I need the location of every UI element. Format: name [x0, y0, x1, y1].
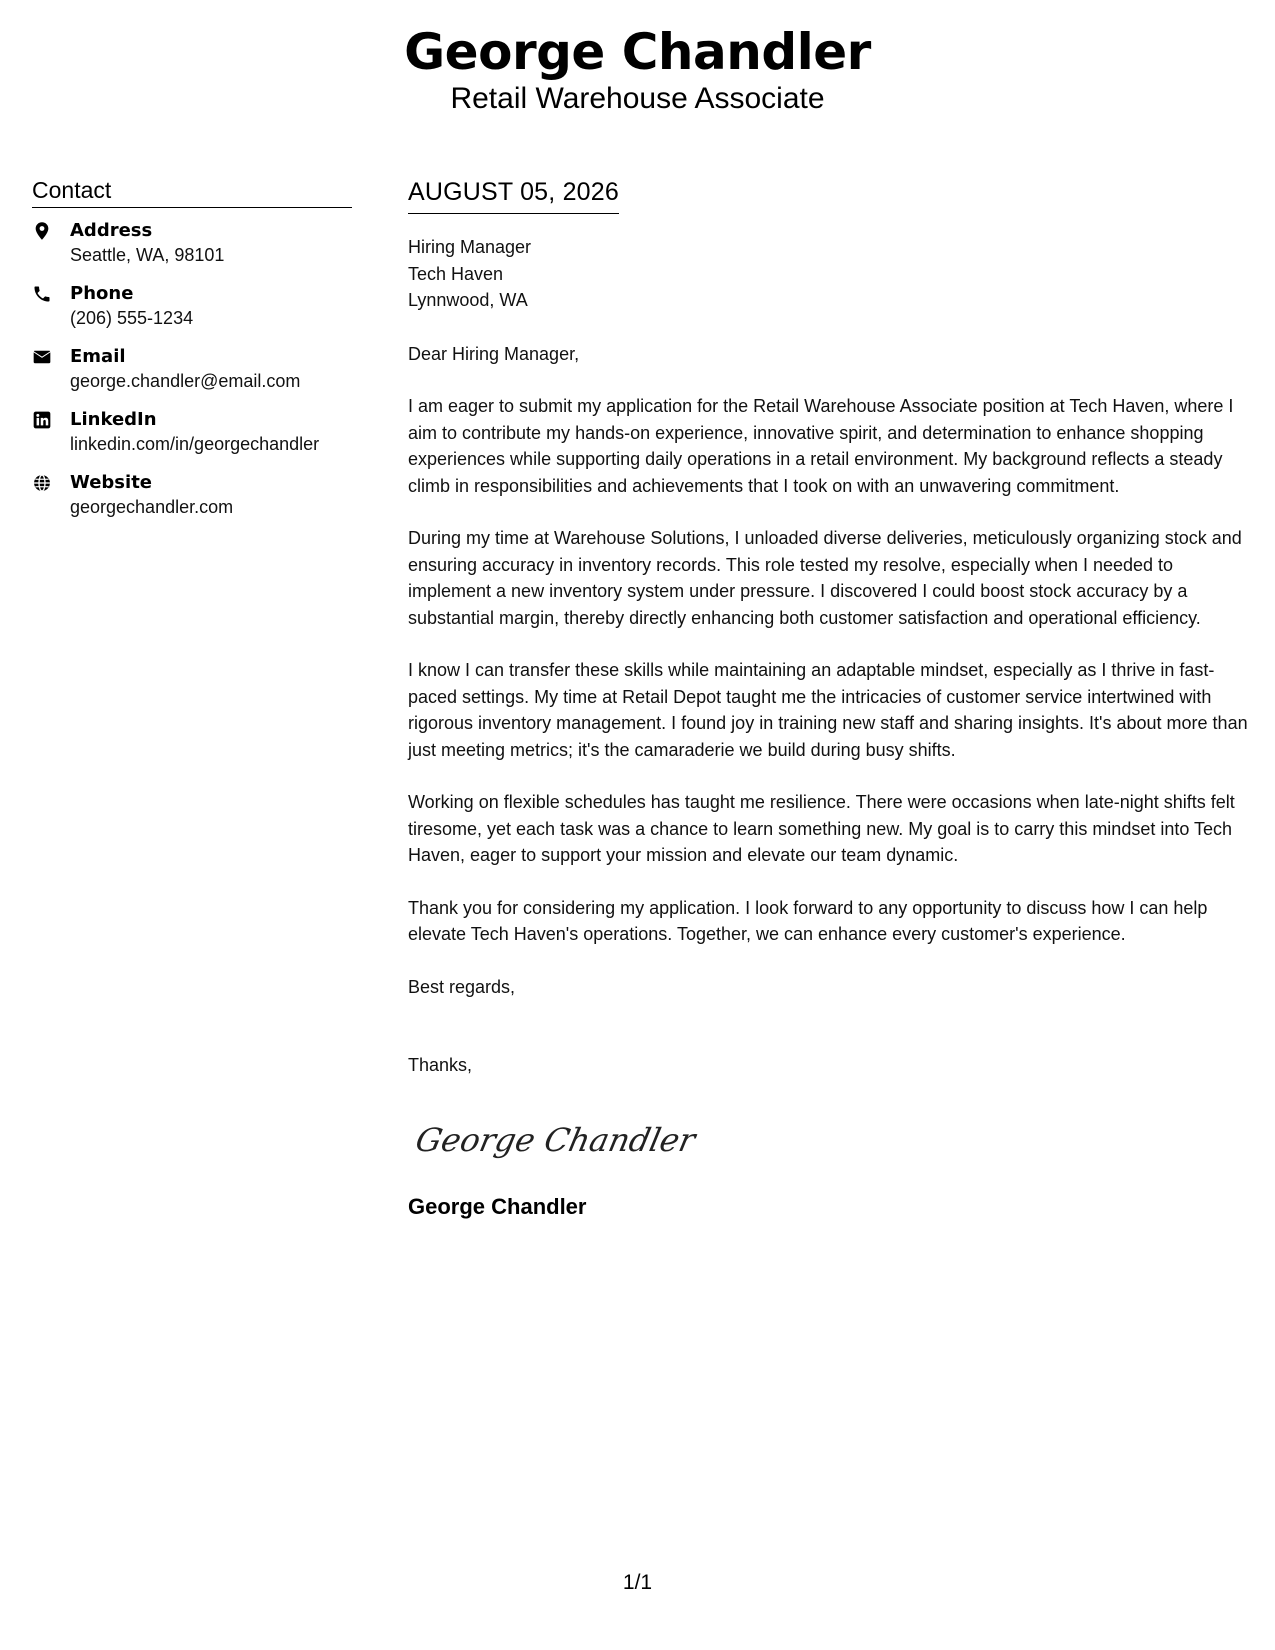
recipient-line: Hiring Manager: [408, 237, 532, 257]
body-paragraph: I know I can transfer these skills while maintaining an adaptable mindset, especially as I thrive in fast-paced settings. My time at Retail Depot taught me the intricacies of customer service intertwined with rigorous inventory management. I found joy in training new staff and sharing insights. It's about more than just meeting metrics; it's the camaraderie we build during busy shifts.: [408, 660, 1248, 760]
recipient-line: Lynnwood, WA: [408, 290, 528, 310]
applicant-name: George Chandler: [404, 23, 871, 81]
contact-sidebar: [32, 176, 352, 533]
applicant-job-title: Retail Warehouse Associate: [450, 82, 825, 115]
contact-value-address: Seattle, WA, 98101: [70, 245, 225, 265]
recipient-line: Tech Haven: [408, 263, 504, 284]
envelope-icon: [32, 344, 70, 367]
body-paragraph: During my time at Warehouse Solutions, I unloaded diverse deliveries, meticulously organizing stock and ensuring accuracy in inventory records. This role tested my resolve, especially when I needed to implement a new inventory system under pressure. I discovered I could boost stock accuracy by a substantial margin, thereby directly enhancing both customer satisfaction and operational efficiency.: [408, 528, 1242, 628]
contact-label-website: Website: [70, 472, 153, 493]
contact-heading: Contact: [32, 176, 352, 208]
contact-item-phone: [32, 281, 352, 344]
signer-name: George Chandler: [408, 1193, 587, 1219]
map-pin-icon: [32, 218, 70, 241]
contact-label-address: Address: [70, 220, 153, 241]
letter-header: [0, 22, 1275, 116]
contact-item-address: [32, 218, 352, 281]
thanks-line: Thanks,: [408, 1055, 473, 1075]
body-paragraph: Working on flexible schedules has taught me resilience. There were occasions when late-night shifts felt tiresome, yet each task was a chance to learn something new. My goal is to carry this mindset into Tech Haven, eager to support your mission and elevate our team dynamic.: [408, 792, 1235, 865]
body-paragraph: Thank you for considering my application. I look forward to any opportunity to discuss how I can help elevate Tech Haven's operations. Together, we can enhance every customer's experience.: [408, 897, 1208, 944]
recipient-block: [408, 234, 1253, 314]
phone-icon: [32, 281, 70, 304]
globe-icon: [32, 470, 70, 493]
contact-value-phone: (206) 555-1234: [70, 308, 194, 328]
contact-value-linkedin: linkedin.com/in/georgechandler: [70, 434, 320, 454]
salutation: Dear Hiring Manager,: [408, 343, 580, 364]
linkedin-icon: [32, 407, 70, 430]
body-paragraph: I am eager to submit my application for the Retail Warehouse Associate position at Tech Haven, where I aim to contribute my hands-on experience, innovative spirit, and determination to enhance shopping experiences while supporting daily operations in a retail environment. My background reflects a steady climb in responsibilities and achievements that I took on with an unwavering commitment.: [408, 396, 1234, 496]
contact-label-email: Email: [70, 346, 126, 367]
handwritten-signature: [408, 1109, 1253, 1169]
contact-list: [32, 218, 352, 533]
closing-line: Best regards,: [408, 976, 516, 997]
letter-date: AUGUST 05, 2026: [408, 176, 619, 214]
contact-label-linkedin: LinkedIn: [70, 409, 157, 430]
contact-item-website: [32, 470, 352, 533]
contact-label-phone: Phone: [70, 283, 134, 304]
contact-item-email: [32, 344, 352, 407]
contact-item-linkedin: [32, 407, 352, 470]
signature-glyphs: George Chandler: [412, 1120, 699, 1159]
contact-value-website: georgechandler.com: [70, 497, 234, 517]
contact-value-email: george.chandler@email.com: [70, 371, 301, 391]
page-number: 1/1: [622, 1571, 653, 1594]
letter-body: [408, 176, 1253, 1221]
